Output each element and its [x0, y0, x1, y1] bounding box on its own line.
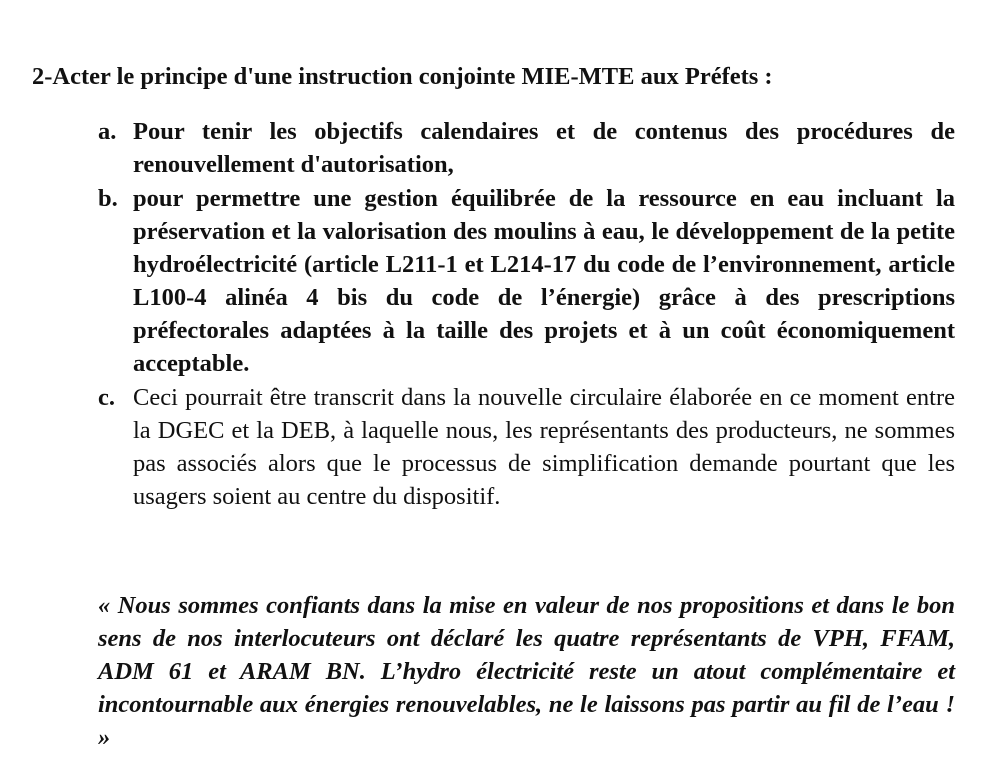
- proposal-list: [98, 115, 955, 513]
- list-text-c: Ceci pourrait être transcrit dans la nouvelle circulaire élaborée en ce moment entre la DGEC et la DEB, à laquelle nous, les représentants des producteurs, ne sommes pas associés alors que le processus de simplification demande pourtant que les usagers soient au centre du dispositif.: [133, 384, 955, 510]
- section-heading: 2-Acter le principe d'une instruction conjointe MIE-MTE aux Préfets :: [32, 63, 773, 90]
- list-text-a: Pour tenir les objectifs calendaires et de contenus des procédures de renouvellement d'autorisation,: [133, 118, 955, 178]
- list-item-c: [98, 381, 955, 513]
- list-marker-c: c.: [98, 384, 115, 411]
- list-marker-a: a.: [98, 118, 117, 145]
- closing-quote: « Nous sommes confiants dans la mise en valeur de nos propositions et dans le bon sens de nos interlocuteurs ont déclaré les quatre représentants de VPH, FFAM, ADM 61 et ARAM BN. L’hydro électricité reste un atout complémentaire et incontournable aux énergies renouvelables, ne le laissons pas partir au fil de l’eau ! »: [98, 592, 955, 751]
- list-text-b: pour permettre une gestion équilibrée de la ressource en eau incluant la préservation et la valorisation des moulins à eau, le développement de la petite hydroélectricité (article L211-1 et L214-17 du code de l’environnement, article L100-4 alinéa 4 bis du code de l’énergie) grâce à des prescriptions préfectorales adaptées à la taille des projets et à un coût économiquement acceptable.: [133, 185, 955, 377]
- list-marker-b: b.: [98, 185, 118, 212]
- list-item-a: [98, 115, 955, 181]
- list-item-b: [98, 182, 955, 380]
